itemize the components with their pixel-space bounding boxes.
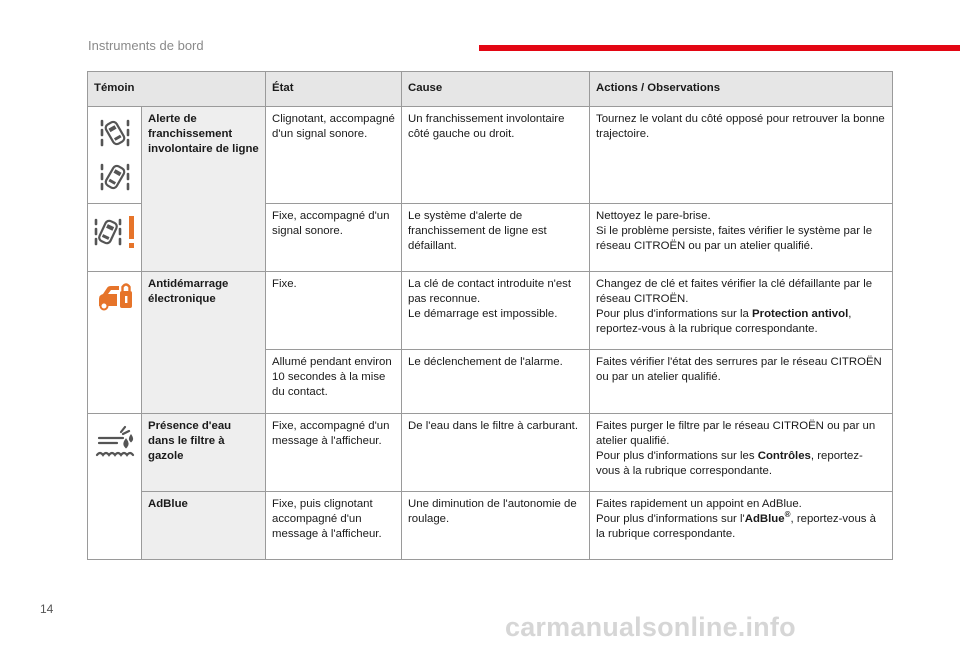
protection-antivol-reference: Protection antivol	[752, 308, 849, 320]
water-in-diesel-label: Présence d'eau dans le filtre à gazole	[142, 414, 266, 492]
icon-cell-lane	[88, 107, 142, 204]
column-header-temoin: Témoin	[88, 72, 266, 107]
cause-cell: Le déclenchement de l'alarme.	[402, 350, 590, 414]
icon-cell-water	[88, 414, 142, 560]
cause-cell: Un franchissement involontaire côté gauche ou droit.	[402, 107, 590, 204]
etat-cell: Fixe, accompagné d'un message à l'afficheur.	[266, 414, 402, 492]
lane-departure-fault-icon	[92, 212, 138, 252]
actions-cell	[590, 492, 893, 560]
section-title: Instruments de bord	[88, 38, 204, 53]
action-text: Pour plus d'informations sur l'AdBlue®, reportez-vous à la rubrique correspondante.	[596, 510, 876, 540]
table-header-row	[88, 72, 893, 107]
column-header-actions: Actions / Observations	[590, 72, 893, 107]
etat-cell: Allumé pendant environ 10 secondes à la mise du contact.	[266, 350, 402, 414]
cause-cell: Une diminution de l'autonomie de roulage.	[402, 492, 590, 560]
watermark: carmanualsonline.info	[505, 612, 796, 642]
cause-cell	[402, 272, 590, 350]
action-text: Faites vérifier l'état des serrures par le réseau CITROËN ou par un atelier qualifié.	[596, 356, 882, 383]
actions-cell	[590, 414, 893, 492]
action-text: Pour plus d'informations sur la Protection antivol, reportez-vous à la rubrique correspondante.	[596, 308, 852, 335]
adblue-label: AdBlue	[142, 492, 266, 560]
etat-cell: Clignotant, accompagné d'un signal sonore.	[266, 107, 402, 204]
table-row	[88, 414, 893, 492]
table-row	[88, 272, 893, 350]
immobiliser-car-key-icon	[95, 280, 135, 312]
action-text: Faites purger le filtre par le réseau CITROËN ou par un atelier qualifié.	[596, 420, 876, 447]
column-header-cause: Cause	[402, 72, 590, 107]
controles-reference: Contrôles	[757, 450, 811, 462]
adblue-reference: AdBlue®	[744, 510, 791, 525]
table-row	[88, 107, 893, 204]
water-in-diesel-icon	[93, 422, 137, 462]
cause-text: Le démarrage est impossible.	[408, 308, 558, 320]
actions-cell	[590, 272, 893, 350]
column-header-etat: État	[266, 72, 402, 107]
page-number: 14	[40, 602, 54, 616]
warning-lights-table	[87, 71, 893, 560]
header-accent-bar	[479, 45, 960, 51]
action-text: Tournez le volant du côté opposé pour retrouver la bonne trajectoire.	[596, 113, 885, 140]
action-text: Changez de clé et faites vérifier la clé défaillante par le réseau CITROËN.	[596, 278, 873, 305]
lane-departure-right-icon	[98, 159, 132, 195]
cause-text: La clé de contact introduite n'est pas reconnue.	[408, 278, 572, 305]
immobiliser-label: Antidémarrage électronique	[142, 272, 266, 414]
icon-cell-immobiliser	[88, 272, 142, 414]
table-row	[88, 492, 893, 560]
etat-cell: Fixe.	[266, 272, 402, 350]
action-text: Faites rapidement un appoint en AdBlue.	[596, 498, 802, 510]
etat-cell: Fixe, puis clignotant accompagné d'un message à l'afficheur.	[266, 492, 402, 560]
action-text: Si le problème persiste, faites vérifier le système par le réseau CITROËN ou par un atelier qualifié.	[596, 225, 873, 252]
action-text: Pour plus d'informations sur les Contrôles, reportez-vous à la rubrique correspondante.	[596, 450, 863, 477]
etat-cell: Fixe, accompagné d'un signal sonore.	[266, 204, 402, 272]
icon-cell-lane-fault	[88, 204, 142, 272]
cause-cell: De l'eau dans le filtre à carburant.	[402, 414, 590, 492]
actions-cell	[590, 204, 893, 272]
actions-cell	[590, 107, 893, 204]
lane-departure-left-icon	[98, 115, 132, 151]
actions-cell	[590, 350, 893, 414]
action-text: Nettoyez le pare-brise.	[596, 210, 711, 222]
lane-departure-label: Alerte de franchissement involontaire de ligne	[142, 107, 266, 272]
cause-cell: Le système d'alerte de franchissement de ligne est défaillant.	[402, 204, 590, 272]
